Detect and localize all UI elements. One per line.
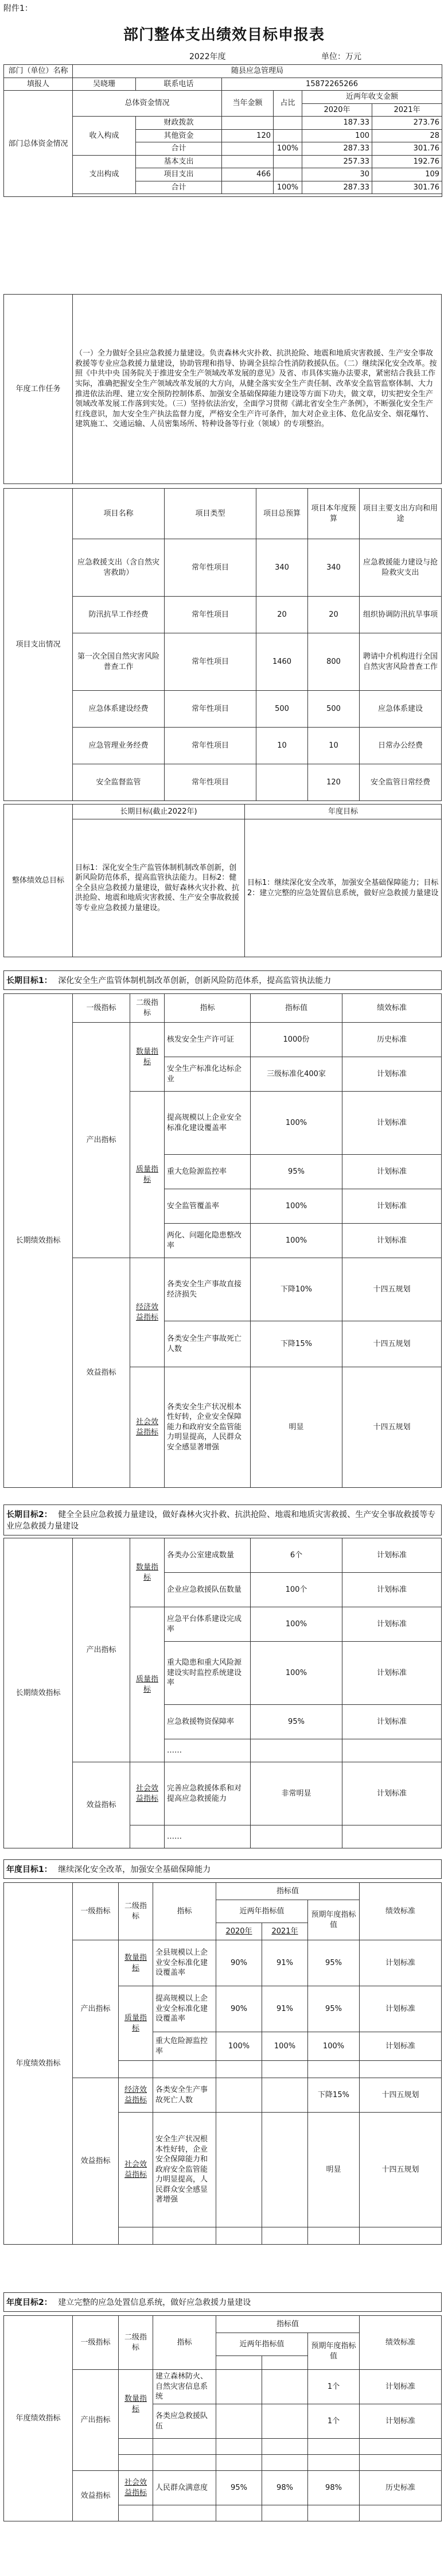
project-type: 常年性项目 <box>165 764 256 801</box>
long2-row-std: 计划标准 <box>342 1642 442 1705</box>
funds-row-2021: 109 <box>372 168 442 181</box>
year1-row-std: 十四五规划 <box>360 2113 442 2227</box>
long2-row-value: 95% <box>251 1705 342 1739</box>
year-label: 2022年度 <box>189 52 226 61</box>
year2-col-l2: 二级指标 <box>119 2316 153 2370</box>
year2-row-name: 建立森林防火、自然灾害信息系统 <box>153 2370 216 2404</box>
year2-cell-empty <box>216 2455 262 2471</box>
overall-year-text: 目标1：继续深化安全改革，加强安全基础保障能力；目标2：建立完整的应急处置信息系统，做好应急救援力量建设 <box>245 819 442 957</box>
project-type: 常年性项目 <box>165 728 256 764</box>
year2-cell-empty <box>262 2439 308 2455</box>
long1-row-value: 明显 <box>251 1367 342 1488</box>
project-use: 应急体系建设 <box>360 691 442 728</box>
long2-row-value <box>251 1825 342 1848</box>
long2-effect-label: 效益指标 <box>73 1762 130 1848</box>
project-year: 10 <box>308 728 360 764</box>
project-use: 聘请中介机构进行全国自然灾害风险普查工作 <box>360 633 442 691</box>
long1-row-std: 计划标准 <box>342 1189 442 1224</box>
projects-label: 项目支出情况 <box>4 489 73 801</box>
project-year: 500 <box>308 691 360 728</box>
funds-row-name: 项目支出 <box>136 168 222 181</box>
year2-cell-empty <box>308 2455 360 2471</box>
year2-l2-empty <box>119 2455 153 2471</box>
long1-row-std: 计划标准 <box>342 1155 442 1189</box>
long2-row-std <box>342 1825 442 1848</box>
year1-year-2021: 2021年 <box>262 1923 308 1940</box>
year1-row-plan: 95% <box>308 1940 360 1986</box>
page-title: 部门整体支出绩效目标申报表 <box>123 26 325 44</box>
year2-cell-empty <box>360 2455 442 2471</box>
funds-row-name: 合计 <box>136 181 222 194</box>
long1-row-name: 各类安全生产事故直接经济损失 <box>165 1258 251 1321</box>
long1-output-label: 产出指标 <box>73 1023 130 1258</box>
year1-l2-empty <box>119 2227 153 2245</box>
year1-row-std: 计划标准 <box>360 1940 442 1986</box>
year1-row-plan: 明显 <box>308 2113 360 2227</box>
long1-row-std: 十四五规划 <box>342 1367 442 1488</box>
long1-col-value: 指标值 <box>251 994 342 1023</box>
year2-cell-empty <box>216 2439 262 2455</box>
long2-row-value: 100% <box>251 1642 342 1705</box>
year2-col-values: 指标值 <box>216 2316 360 2333</box>
year2-cell-empty <box>360 2505 442 2521</box>
year1-header <box>3 1859 442 1879</box>
funds-row-amount: 466 <box>222 168 274 181</box>
tasks-text: （一）全力做好全县应急救援力量建设。负责森林火灾扑救、抗洪抢险、地震和地质灾害救援、生产安全事故救援等专业应急救援力量建设，协助管理和指导、协调全县综合性消防救援队伍。（二）继续深化安全改革。按照《中共中央 国务院关于推进安全生产领域改革发展的意见》及省、市具体实施办法要求，紧密结合我县工作实际，准确把握安全生产领域改革发展的大方向，从健全落实安全生产责任制、改革安全监管监察体制、大力推进依法治理、建立安全预防控制体系、加强安全基础保障能力建设等方面下功夫，做文章，切实把安全生产领域改革发展工作落到实处。（三）坚持依法治安，全面学习贯彻《湖北省安全生产条例》，不断强化安全生产红线意识，加大安全生产执法监督力度，严格安全生产许可条件，加大对企业主体、危化品安全、烟花爆竹、建筑施工、交通运输、人员密集场所、特种设备等行业（领域）的专项整治。 <box>73 295 442 484</box>
funds-col-overall: 总体资金情况 <box>73 91 222 117</box>
year2-l2: 数量指标 <box>119 2370 153 2439</box>
year1-output-label: 产出指标 <box>73 1940 119 2078</box>
year2-row-2020: 95% <box>216 2471 262 2505</box>
project-name: 应急救援支出（含自然灾害救助） <box>73 539 165 597</box>
long2-row-name: …… <box>165 1739 251 1762</box>
year1-col-plan: 预期年度指标值 <box>308 1900 360 1940</box>
long1-l2: 质量指标 <box>130 1092 165 1258</box>
year1-row-2020: 90% <box>216 1986 262 2032</box>
year2-cell-empty <box>262 2370 308 2404</box>
year1-row-2021 <box>262 2113 308 2227</box>
project-total: 500 <box>256 691 308 728</box>
long2-row-std: 计划标准 <box>342 1538 442 1573</box>
long2-table <box>3 1538 442 1848</box>
dept-value: 随县应急管理局 <box>73 65 442 78</box>
year2-cell-empty <box>360 2439 442 2455</box>
long1-l2: 数量指标 <box>130 1023 165 1092</box>
project-year: 340 <box>308 539 360 597</box>
filler-label: 填报人 <box>4 78 73 91</box>
funds-row-amount <box>222 142 274 156</box>
funds-row-ratio <box>274 155 302 168</box>
year1-head-title: 年度目标1： <box>6 1865 52 1874</box>
funds-row-2021: 301.76 <box>372 181 442 194</box>
tasks-table <box>3 294 442 484</box>
funds-row-2021: 301.76 <box>372 142 442 156</box>
year2-col-recent: 近两年指标值 <box>216 2333 308 2356</box>
year2-row-plan: 98% <box>308 2471 360 2505</box>
funds-row-amount <box>222 181 274 194</box>
year1-l2: 社会效益指标 <box>119 2113 153 2227</box>
year1-row-name: 各类安全生产事故死亡人数 <box>153 2078 216 2113</box>
year2-cell-empty <box>308 2439 360 2455</box>
long1-row-value: 下降10% <box>251 1258 342 1321</box>
year1-row-2021: 100% <box>262 2032 308 2061</box>
unit-label: 单位：万元 <box>321 52 361 61</box>
year2-col-plan: 预期年度指标值 <box>308 2333 360 2370</box>
year2-output-label: 产出指标 <box>73 2370 119 2471</box>
year2-header <box>3 2292 442 2312</box>
long1-row-value: 下降15% <box>251 1321 342 1367</box>
year1-head-text: 继续深化安全改革，加强安全基础保障能力 <box>58 1865 211 1874</box>
year1-row-name: 安全生产状况根本性好转，企业安全保障能力和政府安全监管能力明显提高，人民群众安全感显著增强 <box>153 2113 216 2227</box>
year1-row-plan: 100% <box>308 2032 360 2061</box>
overall-long-text: 目标1：深化安全生产监管体制机制改革创新，创新风险防范体系，提高监管执法能力。目标2：健全全县应急救援力量建设，做好森林火灾扑救、抗洪抢险、地震和地质灾害救援、生产安全事故救援等专业应急救援力量建设。 <box>73 819 245 957</box>
project-total: 1460 <box>256 633 308 691</box>
project-use: 日常办公经费 <box>360 728 442 764</box>
overall-long-head: 长期目标(截止2022年) <box>73 804 245 819</box>
year1-table <box>3 1882 442 2245</box>
project-name: 应急管理业务经费 <box>73 728 165 764</box>
long2-index-label: 长期绩效指标 <box>4 1538 73 1848</box>
year2-cell-empty <box>216 2505 262 2521</box>
year1-cell-empty <box>216 2227 262 2245</box>
funds-row-2021: 273.76 <box>372 117 442 130</box>
long2-row-name: 重大隐患和重大风险源建设实时监控系统建设率 <box>165 1642 251 1705</box>
funds-row-ratio <box>274 117 302 130</box>
long2-head-text: 健全全县应急救援力量建设，做好森林火灾扑救、抗洪抢险、地震和地质灾害救援、生产安全事故救援等专业应急救援力量建设 <box>6 1510 436 1531</box>
long2-header <box>3 1504 442 1535</box>
year2-row-2021: 98% <box>262 2471 308 2505</box>
year2-cell-empty <box>216 2370 262 2404</box>
year1-row-name: 提高规模以上企业安全标准化建设覆盖率 <box>153 1986 216 2032</box>
year1-cell-empty <box>308 2227 360 2245</box>
year2-effect-label: 效益指标 <box>73 2471 119 2521</box>
year1-effect-label: 效益指标 <box>73 2078 119 2245</box>
year2-head-text: 建立完整的应急处置信息系统，做好应急救援力量建设 <box>58 2298 251 2307</box>
year2-col-name: 指标 <box>153 2316 216 2370</box>
long1-effect-label: 效益指标 <box>73 1258 130 1488</box>
year2-cell-empty <box>308 2505 360 2521</box>
contact-label: 联系电话 <box>136 78 222 91</box>
long2-row-name: 企业应急救援队伍数量 <box>165 1573 251 1607</box>
year2-cell-empty <box>216 2404 262 2439</box>
funds-row-name: 基本支出 <box>136 155 222 168</box>
year1-cell-empty <box>216 2061 262 2078</box>
long2-row-name: 应急救援物资保障率 <box>165 1705 251 1739</box>
filler-value: 吴晓珊 <box>73 78 136 91</box>
overall-goal-label: 整体绩效总目标 <box>4 804 73 957</box>
funds-row-2021: 192.76 <box>372 155 442 168</box>
long2-row-value: 非常明显 <box>251 1762 342 1825</box>
project-year: 120 <box>308 764 360 801</box>
year2-l2: 社会效益指标 <box>119 2471 153 2505</box>
long1-row-name: 安全监管覆盖率 <box>165 1189 251 1224</box>
long1-header <box>3 970 442 990</box>
overall-year-head: 年度目标 <box>245 804 442 819</box>
long1-row-value: 1000份 <box>251 1023 342 1057</box>
long2-row-value: 100% <box>251 1607 342 1642</box>
year1-row-std: 十四五规划 <box>360 2078 442 2113</box>
year2-cell-empty <box>262 2404 308 2439</box>
year2-row-name: 人民群众满意度 <box>153 2471 216 2505</box>
long1-row-value: 100% <box>251 1224 342 1258</box>
long1-col-l1: 一级指标 <box>73 994 130 1023</box>
project-name: 防汛抗旱工作经费 <box>73 597 165 633</box>
funds-row-name: 合计 <box>136 142 222 156</box>
long1-row-value: 三级标准化400家 <box>251 1057 342 1092</box>
year2-row-name-empty <box>153 2455 216 2471</box>
year1-col-std: 绩效标准 <box>360 1883 442 1940</box>
long1-row-std: 历史标准 <box>342 1023 442 1057</box>
funds-col-recent: 近两年收支金额 <box>302 91 442 104</box>
funds-row-ratio: 100% <box>274 181 302 194</box>
year2-index-label: 年度绩效指标 <box>4 2316 73 2521</box>
project-use: 安全监管日常经费 <box>360 764 442 801</box>
long2-output-label: 产出指标 <box>73 1538 130 1762</box>
year2-cell-empty <box>262 2505 308 2521</box>
year1-l2: 经济效益指标 <box>119 2078 153 2113</box>
year2-row-plan: 1个 <box>308 2370 360 2404</box>
year2-row-std: 计划标准 <box>360 2404 442 2439</box>
funds-row-ratio <box>274 168 302 181</box>
year1-row-2021: 91% <box>262 1940 308 1986</box>
long1-row-name: 重大危险源监控率 <box>165 1155 251 1189</box>
project-type: 常年性项目 <box>165 539 256 597</box>
year1-l2: 数量指标 <box>119 1940 153 1986</box>
project-type: 常年性项目 <box>165 597 256 633</box>
long2-row-name: …… <box>165 1825 251 1848</box>
funds-group-label: 部门总体资金情况 <box>4 91 73 197</box>
project-year: 800 <box>308 633 360 691</box>
project-name: 应急体系建设经费 <box>73 691 165 728</box>
long2-head-title: 长期目标2： <box>6 1510 52 1519</box>
income-label: 收入构成 <box>73 117 136 156</box>
project-total: 10 <box>256 728 308 764</box>
long1-row-value: 100% <box>251 1189 342 1224</box>
long1-index-label: 长期绩效指标 <box>4 994 73 1488</box>
dept-label: 部门（单位）名称 <box>4 65 73 78</box>
project-total <box>256 764 308 801</box>
year1-row-2020 <box>216 2113 262 2227</box>
year1-row-name-empty <box>153 2061 216 2078</box>
funds-row-2021: 28 <box>372 129 442 142</box>
funds-row-2020: 30 <box>302 168 372 181</box>
funds-row-ratio <box>274 129 302 142</box>
long1-row-name: 安全生产标准化达标企业 <box>165 1057 251 1092</box>
long1-row-name: 两化、问题化隐患整改率 <box>165 1224 251 1258</box>
long1-head-title: 长期目标1： <box>6 976 52 985</box>
funds-row-amount: 120 <box>222 129 274 142</box>
long1-row-name: 各类安全生产状况根本性好转，企业安全保障能力和政府安全监管能力明显提高，人民群众安全感显著增强 <box>165 1367 251 1488</box>
project-name: 第一次全国自然灾害风险普查工作 <box>73 633 165 691</box>
long1-row-std: 十四五规划 <box>342 1321 442 1367</box>
long2-row-std: 计划标准 <box>342 1705 442 1739</box>
year1-row-name: 全县规模以上企业安全标准化建设覆盖率 <box>153 1940 216 1986</box>
project-use: 应急救援能力建设与抢险救灾支出 <box>360 539 442 597</box>
long1-l2: 经济效益指标 <box>130 1258 165 1367</box>
year1-row-name: 重大危险源监控率 <box>153 2032 216 2061</box>
year1-cell-empty <box>308 2061 360 2078</box>
long1-row-std: 十四五规划 <box>342 1258 442 1321</box>
year1-row-plan: 下降15% <box>308 2078 360 2113</box>
funds-row-name: 财政拨款 <box>136 117 222 130</box>
year1-row-2020: 90% <box>216 1940 262 1986</box>
year2-row-name: 各类应急救援队伍 <box>153 2404 216 2439</box>
projects-head-total: 项目总预算 <box>256 489 308 539</box>
long2-row-std <box>342 1739 442 1762</box>
year1-year-2020: 2020年 <box>216 1923 262 1940</box>
overall-goal-table <box>3 804 442 957</box>
year1-row-2020 <box>216 2078 262 2113</box>
long1-row-value: 100% <box>251 1092 342 1155</box>
long2-row-name: 完善应急救援体系和对提高应急救援能力 <box>165 1762 251 1825</box>
long2-row-std: 计划标准 <box>342 1573 442 1607</box>
funds-row-2020: 100 <box>302 129 372 142</box>
long2-row-value: 6个 <box>251 1538 342 1573</box>
long2-l2-empty <box>130 1825 165 1848</box>
year2-row-std: 历史标准 <box>360 2471 442 2505</box>
year1-cell-empty <box>360 2061 442 2078</box>
year2-row-std: 计划标准 <box>360 2370 442 2404</box>
year1-col-recent: 近两年指标值 <box>216 1900 308 1923</box>
year1-col-l1: 一级指标 <box>73 1883 119 1940</box>
long1-head-text: 深化安全生产监管体制机制改革创新，创新风险防范体系，提高监管执法能力 <box>58 976 332 985</box>
long1-row-std: 计划标准 <box>342 1057 442 1092</box>
year1-l2: 质量指标 <box>119 1986 153 2061</box>
long2-row-std: 计划标准 <box>342 1607 442 1642</box>
long2-row-std: 计划标准 <box>342 1762 442 1825</box>
long1-l2: 社会效益指标 <box>130 1367 165 1488</box>
long1-row-std: 计划标准 <box>342 1092 442 1155</box>
funds-spacer <box>73 194 442 197</box>
projects-head-type: 项目类型 <box>165 489 256 539</box>
year2-row-name-empty <box>153 2505 216 2521</box>
funds-row-2020: 287.33 <box>302 142 372 156</box>
funds-year-2020: 2020年 <box>302 103 372 117</box>
long1-col-l2: 二级指标 <box>130 994 165 1023</box>
funds-col-this-year: 当年金额 <box>222 91 274 117</box>
tasks-label: 年度工作任务 <box>4 295 73 484</box>
year1-col-values: 指标值 <box>216 1883 360 1900</box>
year1-cell-empty <box>360 2227 442 2245</box>
year1-row-std: 计划标准 <box>360 1986 442 2032</box>
projects-head-name: 项目名称 <box>73 489 165 539</box>
long2-row-name: 应急平台体系建设完成率 <box>165 1607 251 1642</box>
expense-label: 支出构成 <box>73 155 136 194</box>
project-total: 340 <box>256 539 308 597</box>
year2-col-std: 绩效标准 <box>360 2316 442 2370</box>
year1-row-std: 计划标准 <box>360 2032 442 2061</box>
project-total: 20 <box>256 597 308 633</box>
project-type: 常年性项目 <box>165 691 256 728</box>
funds-row-2020: 287.33 <box>302 181 372 194</box>
funds-col-ratio: 占比 <box>274 91 302 117</box>
long2-l2: 质量指标 <box>130 1607 165 1762</box>
long2-row-value: 100个 <box>251 1573 342 1607</box>
funds-row-amount <box>222 117 274 130</box>
year2-l2-empty <box>119 2505 153 2521</box>
long1-col-name: 指标 <box>165 994 251 1023</box>
year2-col-l1: 一级指标 <box>73 2316 119 2370</box>
long1-col-std: 绩效标准 <box>342 994 442 1023</box>
funds-row-ratio: 100% <box>274 142 302 156</box>
funds-row-2020: 257.33 <box>302 155 372 168</box>
project-year: 20 <box>308 597 360 633</box>
funds-row-name: 其他资金 <box>136 129 222 142</box>
attachment-label: 附件1： <box>3 4 33 13</box>
funds-row-amount <box>222 155 274 168</box>
year2-table <box>3 2315 442 2521</box>
long1-table <box>3 993 442 1488</box>
project-use: 组织协调防汛抗旱事项 <box>360 597 442 633</box>
contact-value: 15872265266 <box>222 78 442 91</box>
year1-cell-empty <box>262 2227 308 2245</box>
projects-head-year: 项目本年度预算 <box>308 489 360 539</box>
year2-cell-empty <box>262 2455 308 2471</box>
long1-row-value: 95% <box>251 1155 342 1189</box>
long2-row-name: 各类办公室建成数量 <box>165 1538 251 1573</box>
funds-table <box>3 64 442 197</box>
projects-head-use: 项目主要支出方向和用途 <box>360 489 442 539</box>
long1-row-name: 核发安全生产许可证 <box>165 1023 251 1057</box>
year1-col-name: 指标 <box>153 1883 216 1940</box>
projects-table <box>3 488 442 801</box>
long2-row-value <box>251 1739 342 1762</box>
year1-index-label: 年度绩效指标 <box>4 1883 73 2245</box>
year2-year-2021 <box>262 2356 308 2370</box>
year2-row-plan: 1个 <box>308 2404 360 2439</box>
year1-row-plan: 95% <box>308 1986 360 2032</box>
long2-l2: 社会效益指标 <box>130 1762 165 1825</box>
year1-l2-empty <box>119 2061 153 2078</box>
project-type: 常年性项目 <box>165 633 256 691</box>
long2-l2: 数量指标 <box>130 1538 165 1607</box>
funds-year-2021: 2021年 <box>372 103 442 117</box>
funds-row-2020: 187.33 <box>302 117 372 130</box>
year1-row-2020: 100% <box>216 2032 262 2061</box>
year1-cell-empty <box>262 2061 308 2078</box>
year1-col-l2: 二级指标 <box>119 1883 153 1940</box>
long1-row-name: 各类安全生产事故死亡人数 <box>165 1321 251 1367</box>
long1-row-name: 提高规模以上企业安全标准化建设覆盖率 <box>165 1092 251 1155</box>
year2-year-2020 <box>216 2356 262 2370</box>
year2-head-title: 年度目标2： <box>6 2298 52 2307</box>
project-name: 安全监督监管 <box>73 764 165 801</box>
long1-row-std: 计划标准 <box>342 1224 442 1258</box>
year2-l2-empty <box>119 2439 153 2455</box>
year1-row-2021 <box>262 2078 308 2113</box>
year1-row-name-empty <box>153 2227 216 2245</box>
year1-row-2021: 91% <box>262 1986 308 2032</box>
year2-row-name-empty <box>153 2439 216 2455</box>
